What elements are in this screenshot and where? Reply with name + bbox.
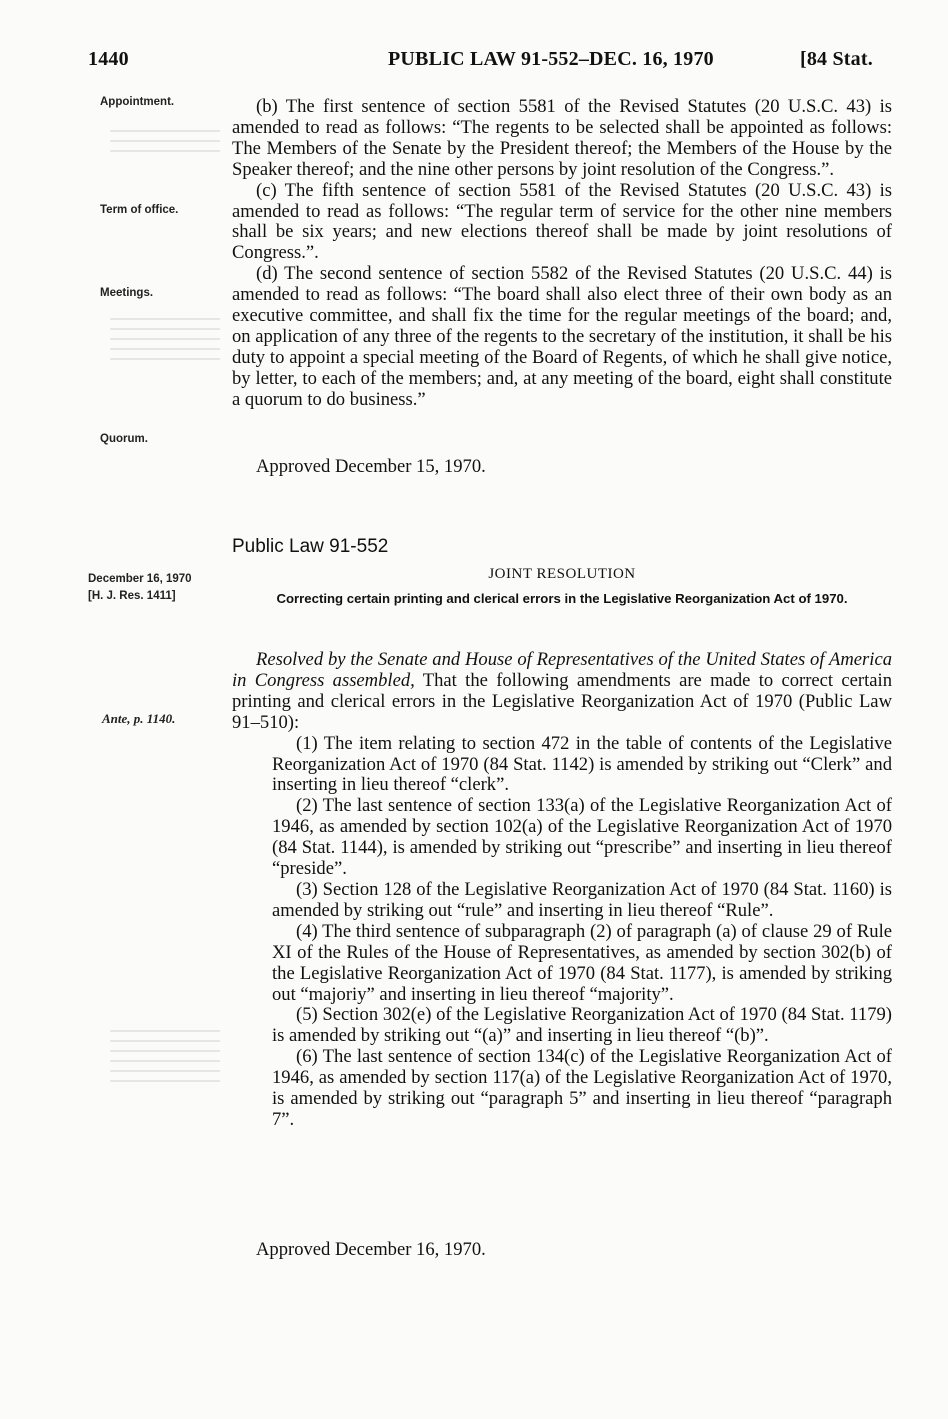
- amendment-sections: [232, 97, 892, 411]
- resolved-body: That the following amendments are made to correct certain printing and clerical errors in the Legislative Reorganization Act of 1970 (Public Law 91–510):: [232, 669, 892, 733]
- joint-resolution-heading: JOINT RESOLUTION: [488, 566, 636, 582]
- running-title: PUBLIC LAW 91-552–DEC. 16, 1970: [388, 48, 714, 70]
- section-c: (c) The fifth sentence of section 5581 of the Revised Statutes (20 U.S.C. 43) is amended to read as follows: “The regular term of service for the other nine members shall be six years; and new elections thereof shall be made by joint resolutions of Congress.”.: [232, 179, 892, 264]
- margin-note-date: December 16, 1970: [88, 573, 192, 585]
- section-b: (b) The first sentence of section 5581 of the Revised Statutes (20 U.S.C. 43) is amended to read as follows: “The regents to be selected shall be appointed as follows: The Members of the Senate by the President thereof; the Members of the House by the Speaker thereof; and the nine other persons by joint resolution of the Congress.”.: [232, 96, 892, 180]
- public-law-title: Public Law 91-552: [232, 536, 389, 557]
- resolving-clause: [232, 650, 892, 734]
- approval-line-1: Approved December 15, 1970.: [256, 456, 486, 477]
- list-item: (6) The last sentence of section 134(c) of the Legislative Reorganization Act of 1946, as amended by section 117(a) of the Legislative Reorganization Act of 1970, is amended by striking out “paragraph 5” and inserting in lieu thereof “paragraph 7”.: [272, 1046, 892, 1130]
- list-item: (4) The third sentence of subparagraph (2) of paragraph (a) of clause 29 of Rule XI of the Rules of the House of Representatives, as amended by section 302(b) of the Legislative Reorganization Act of 1970 (84 Stat. 1177), is amended by striking out “majoriy” and inserting in lieu thereof “majority”.: [272, 920, 892, 1005]
- page-number: 1440: [88, 48, 129, 70]
- margin-note-meetings: Meetings.: [100, 287, 154, 299]
- list-item: (3) Section 128 of the Legislative Reorganization Act of 1970 (84 Stat. 1160) is amended by striking out “rule” and inserting in lieu thereof “Rule”.: [272, 878, 892, 921]
- margin-note-ante: Ante, p. 1140.: [102, 711, 176, 726]
- list-item: (2) The last sentence of section 133(a) of the Legislative Reorganization Act of 1946, as amended by section 102(a) of the Legislative Reorganization Act of 1970 (84 Stat. 1144), is amended by striking out “prescribe” and inserting in lieu thereof “preside”.: [272, 795, 892, 880]
- margin-note-bill: [H. J. Res. 1411]: [88, 590, 176, 602]
- statute-volume: [84 Stat.: [800, 48, 873, 70]
- bleed-through-mark: [110, 1030, 220, 1082]
- section-d: (d) The second sentence of section 5582 of the Revised Statutes (20 U.S.C. 44) is amended to read as follows: “The board shall also elect three of their own body as an executive committee, and shall fix the time for the regular meetings of the board; and, on application of any three of the regents to the secretary of the institution, it shall be his duty to appoint a special meeting of the Board of Regents, of which he shall give notice, by letter, to each of the members; and, at any meeting of the board, eight shall constitute a quorum to do business.”: [232, 263, 892, 410]
- margin-note-appointment: Appointment.: [100, 96, 175, 108]
- bleed-through-mark: [110, 130, 220, 158]
- resolution-description: Correcting certain printing and clerical errors in the Legislative Reorganization Act of 1970.: [276, 591, 848, 606]
- bleed-through-mark: [110, 318, 220, 366]
- resolved-intro: Resolved by the Senate and House of Representatives of the United States of America in Congress assembled,: [232, 649, 892, 691]
- list-item: (5) Section 302(e) of the Legislative Reorganization Act of 1970 (84 Stat. 1179) is amended by striking out “(a)” and inserting in lieu thereof “(b)”.: [272, 1004, 892, 1047]
- list-item: (1) The item relating to section 472 in the table of contents of the Legislative Reorganization Act of 1970 (84 Stat. 1142) is amended by striking out “Clerk” and inserting in lieu thereof “clerk”.: [272, 732, 892, 796]
- margin-note-term-of-office: Term of office.: [100, 204, 179, 216]
- margin-note-quorum: Quorum.: [100, 433, 148, 445]
- resolution-body: [232, 650, 892, 1131]
- approval-line-2: Approved December 16, 1970.: [256, 1239, 486, 1260]
